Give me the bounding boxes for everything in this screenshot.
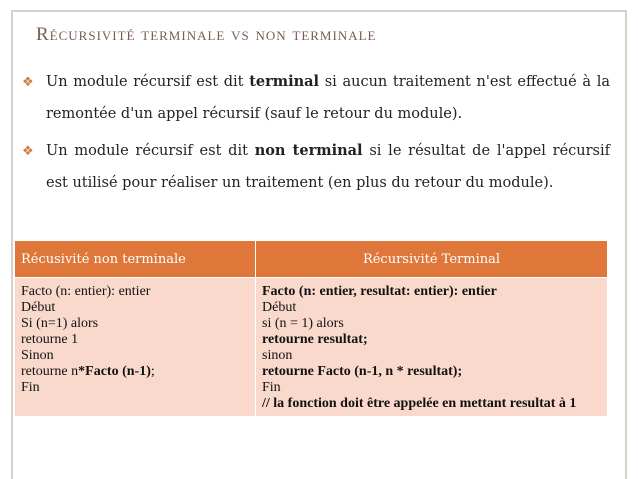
code-line: retourne 1 <box>21 332 79 347</box>
diamond-bullet-icon: ❖ <box>22 75 34 90</box>
bullet-list <box>22 66 610 199</box>
header-non-terminal: Récusivité non terminale <box>15 241 256 278</box>
code-line: Fin <box>262 380 281 395</box>
code-non-terminal <box>15 278 256 417</box>
code-line: Début <box>21 300 56 315</box>
comparison-table <box>14 240 608 417</box>
table-row <box>15 278 608 417</box>
slide-border-right <box>625 10 627 479</box>
bullet-bold-term: non terminal <box>254 142 363 159</box>
bullet-non-terminal <box>22 135 610 199</box>
bullet-text-before: Un module récursif est dit <box>46 74 250 90</box>
bullet-terminal <box>22 66 610 130</box>
code-terminal <box>256 278 608 417</box>
bullet-text-before: Un module récursif est dit <box>46 143 255 159</box>
code-text: ; <box>150 364 155 379</box>
code-line: retourne Facto (n-1, n * resultat); <box>262 364 463 379</box>
slide-border-top <box>11 10 627 12</box>
code-comment: // la fonction doit être appelée en mettant resultat à 1 <box>262 396 577 411</box>
slide-border-left <box>11 10 13 479</box>
code-line: Facto (n: entier, resultat: entier): entier <box>262 284 497 299</box>
header-terminal: Récursivité Terminal <box>256 241 608 278</box>
code-bold: *Facto (n-1) <box>78 364 151 379</box>
table-header-row <box>15 241 608 278</box>
slide-title: Récursivité terminale vs non terminale <box>36 24 377 45</box>
code-line: Fin <box>21 380 40 395</box>
code-line: Début <box>262 300 297 315</box>
code-line: sinon <box>262 348 293 363</box>
diamond-bullet-icon: ❖ <box>22 144 34 159</box>
code-line: Si (n=1) alors <box>21 316 99 331</box>
bullet-text-after: si aucun traitement n'est effectué à la remontée d'un appel récursif (sauf le retour du module). <box>46 74 610 122</box>
code-line: Facto (n: entier): entier <box>21 284 151 299</box>
bullet-bold-term: terminal <box>249 73 320 90</box>
bullet-text-after: si le résultat de l'appel récursif est utilisé pour réaliser un traitement (en plus du retour du module). <box>46 143 610 191</box>
code-text: retourne n <box>21 364 79 379</box>
code-line: Sinon <box>21 348 54 363</box>
code-line <box>21 364 249 380</box>
code-line: retourne resultat; <box>262 332 368 347</box>
code-line: si (n = 1) alors <box>262 316 344 331</box>
